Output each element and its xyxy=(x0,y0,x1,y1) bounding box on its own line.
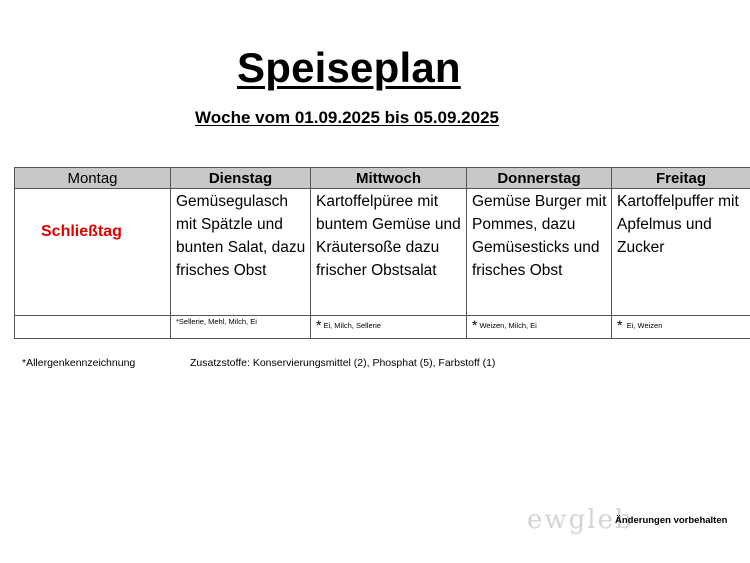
allergen-cell-tuesday xyxy=(171,316,311,339)
meal-cell-wednesday: Kartoffelpüree mit buntem Gemüse und Kräutersoße dazu frischer Obstsalat xyxy=(311,189,467,316)
meal-cell-monday xyxy=(15,189,171,316)
allergen-star: * xyxy=(472,317,478,333)
allergen-cell-monday xyxy=(15,316,171,339)
week-range: Woche vom 01.09.2025 bis 05.09.2025 xyxy=(195,108,499,127)
day-header-thursday: Donnerstag xyxy=(467,168,612,189)
allergen-legend: *Allergenkennzeichnung xyxy=(22,357,136,369)
allergen-text-thursday: Weizen, Milch, Ei xyxy=(479,321,537,330)
meal-cell-friday: Kartoffelpuffer mit Apfelmus und Zucker xyxy=(612,189,750,316)
allergen-text-tuesday: *Sellerie, Mehl, Milch, Ei xyxy=(176,317,257,326)
watermark: ewgleb xyxy=(527,505,634,535)
allergen-text-friday: Ei, Weizen xyxy=(626,321,663,330)
menu-table xyxy=(14,167,750,339)
meal-row xyxy=(15,189,750,316)
closed-day-label: Schließtag xyxy=(41,223,122,240)
day-header-tuesday: Dienstag xyxy=(171,168,311,189)
allergen-star: * xyxy=(316,317,322,333)
allergen-star: * xyxy=(617,317,623,333)
allergen-cell-wednesday xyxy=(311,316,467,339)
allergen-text-wednesday: Ei, Milch, Sellerie xyxy=(323,321,381,330)
allergen-cell-friday xyxy=(612,316,750,339)
additives-legend: Zusatzstoffe: Konservierungsmittel (2), Phosphat (5), Farbstoff (1) xyxy=(190,357,496,369)
day-header-friday: Freitag xyxy=(612,168,750,189)
day-header-monday: Montag xyxy=(15,168,171,189)
meal-cell-thursday: Gemüse Burger mit Pommes, dazu Gemüsesticks und frisches Obst xyxy=(467,189,612,316)
day-header-wednesday: Mittwoch xyxy=(311,168,467,189)
allergen-row xyxy=(15,316,750,339)
day-header-row xyxy=(15,168,750,189)
changes-note: Änderungen vorbehalten xyxy=(615,515,728,526)
page-title: Speiseplan xyxy=(237,44,461,91)
allergen-cell-thursday xyxy=(467,316,612,339)
meal-cell-tuesday: Gemüsegulasch mit Spätzle und bunten Salat, dazu frisches Obst xyxy=(171,189,311,316)
